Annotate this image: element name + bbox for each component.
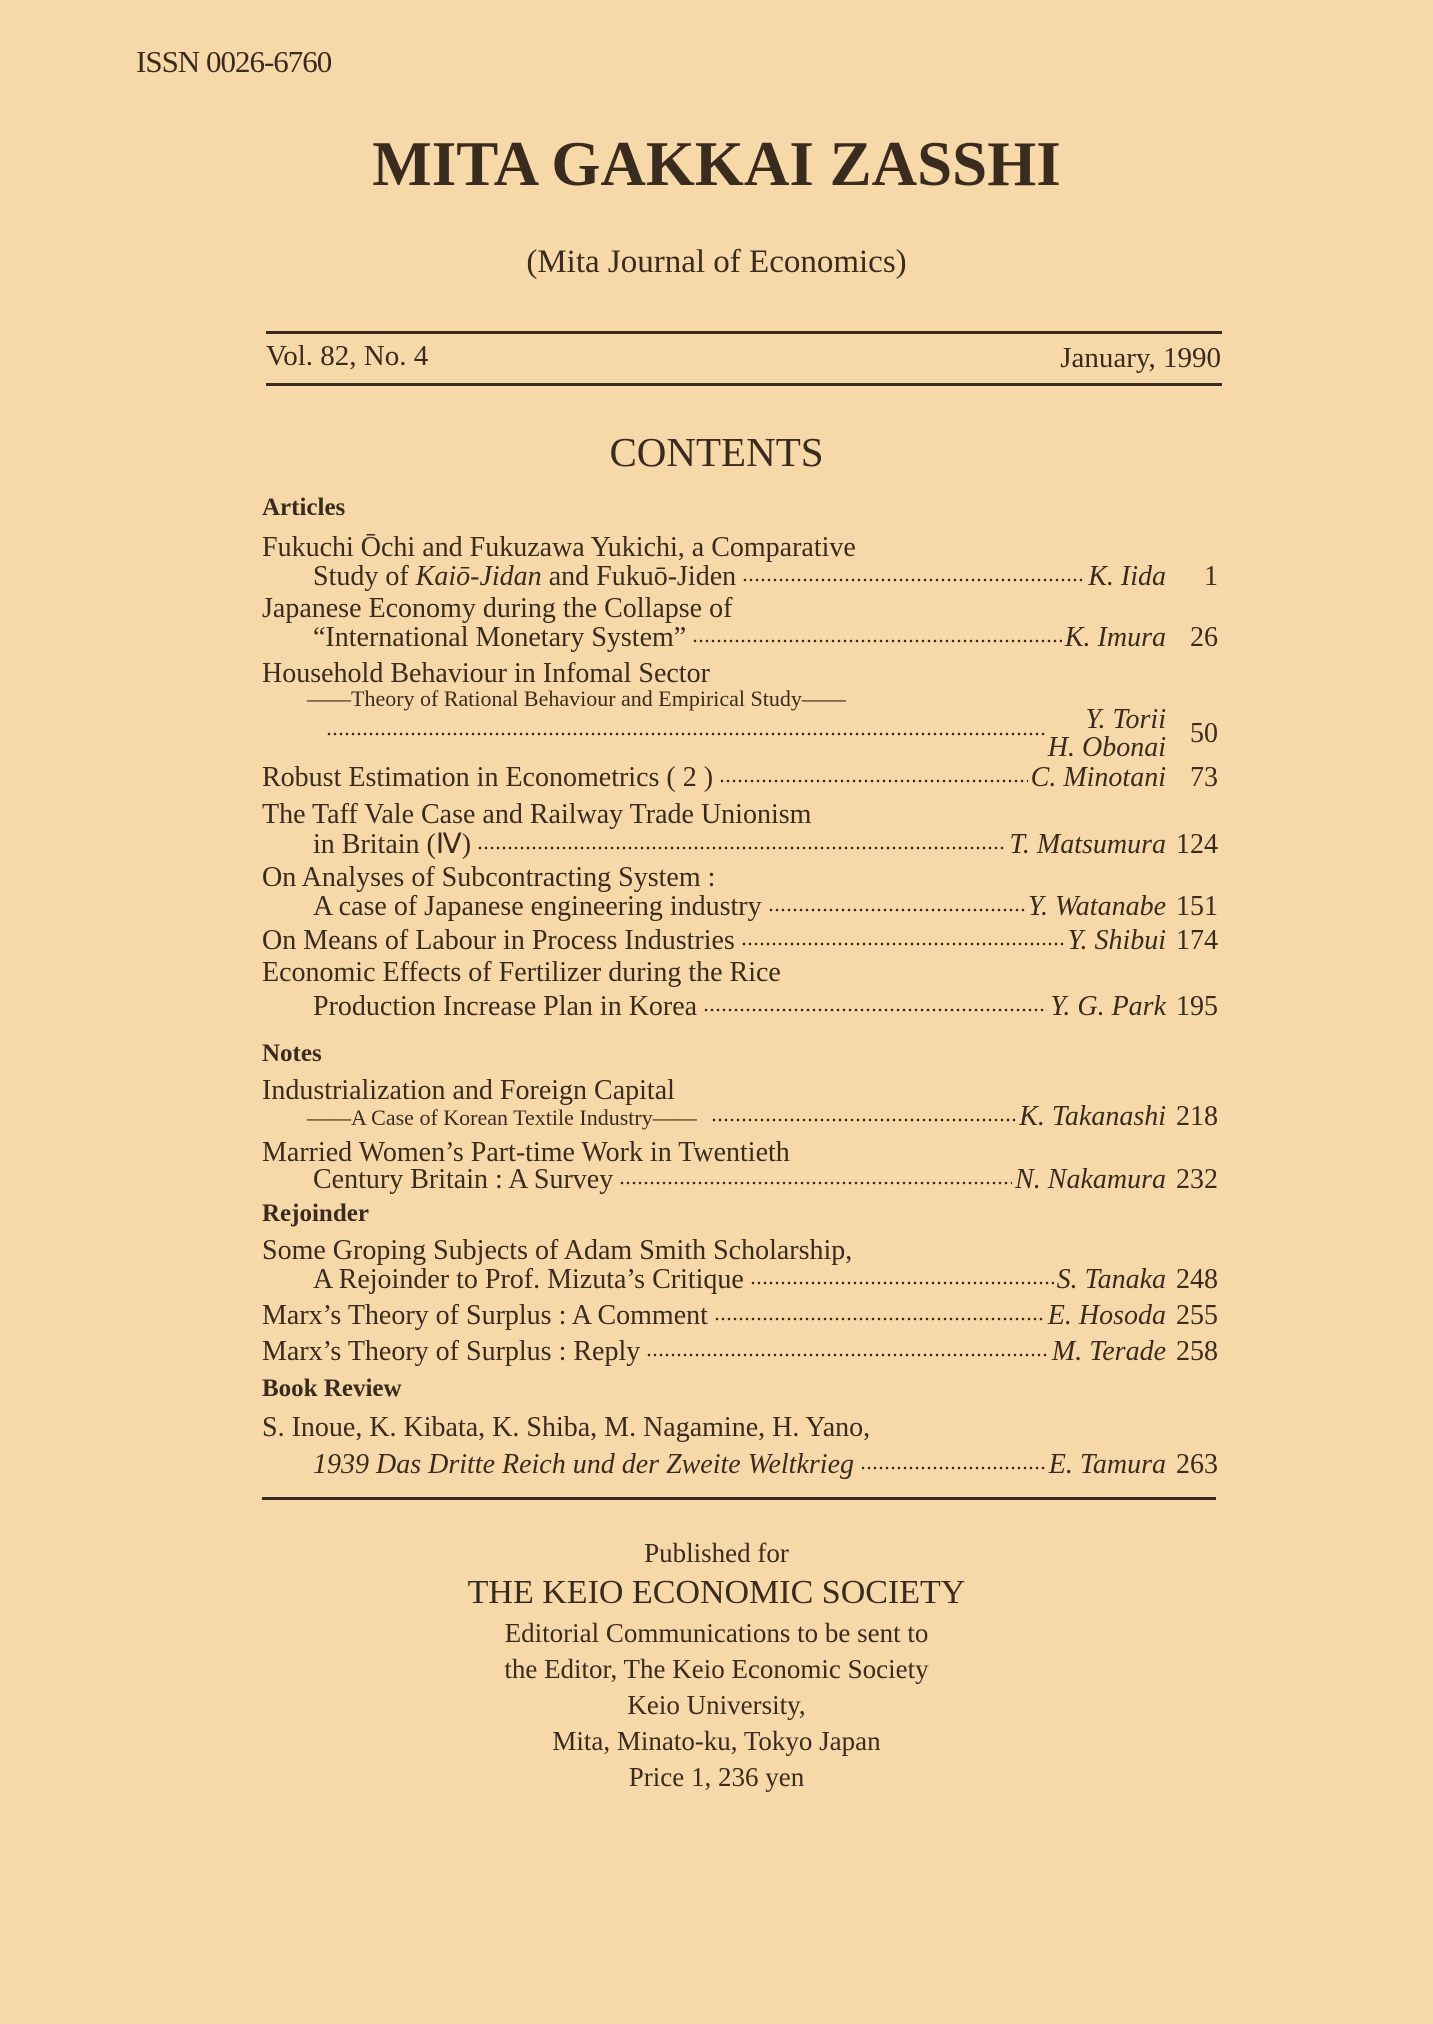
toc-page: 263: [1176, 1449, 1218, 1480]
toc-entry[interactable]: [313, 891, 1218, 923]
issue-date: January, 1990: [1060, 342, 1221, 374]
toc-entry[interactable]: [326, 706, 1218, 762]
journal-title: MITA GAKKAI ZASSHI: [372, 129, 1061, 199]
toc-entry[interactable]: [313, 561, 1218, 593]
toc-title-line: Married Women’s Part-time Work in Twentieth: [262, 1137, 790, 1168]
toc-title-line: Marx’s Theory of Surplus : Reply: [262, 1336, 641, 1367]
society-name: THE KEIO ECONOMIC SOCIETY: [467, 1574, 966, 1611]
dot-leader: [477, 843, 1006, 853]
section-book-review: Book Review: [262, 1375, 402, 1402]
dot-leader: [768, 905, 1025, 915]
contents-heading: CONTENTS: [609, 429, 824, 475]
toc-entry[interactable]: [313, 829, 1218, 861]
toc-title-line: 1939 Das Dritte Reich und der Zweite Weltkrieg: [313, 1449, 854, 1480]
toc-page: 151: [1176, 891, 1218, 922]
toc-entry[interactable]: [313, 1264, 1218, 1296]
contents-bottom-rule: [262, 1497, 1216, 1500]
toc-author: K. Imura: [1064, 622, 1166, 653]
toc-title-line: Economic Effects of Fertilizer during the Rice: [262, 957, 781, 988]
toc-author: S. Tanaka: [1056, 1264, 1166, 1295]
toc-entry[interactable]: [313, 622, 1218, 654]
toc-entry[interactable]: [313, 1449, 1218, 1481]
address-line: the Editor, The Keio Economic Society: [504, 1654, 929, 1684]
publisher-block: [0, 1535, 1433, 1795]
toc-title-line: Industrialization and Foreign Capital: [262, 1075, 675, 1106]
toc-page: 1: [1204, 561, 1218, 592]
dot-leader: [703, 1005, 1047, 1015]
dot-leader: [711, 1115, 1017, 1125]
top-rule: [266, 331, 1222, 334]
toc-title-line: Study of Kaiō-Jidan and Fukuō-Jiden: [313, 561, 737, 592]
toc-title-line: Household Behaviour in Infomal Sector: [262, 658, 710, 689]
address-line: Keio University,: [627, 1690, 806, 1720]
journal-subtitle: (Mita Journal of Economics): [526, 244, 907, 280]
toc-entry[interactable]: [307, 1101, 1218, 1134]
toc-page: 50: [1190, 718, 1218, 749]
toc-author: H. Obonai: [1047, 732, 1166, 763]
address-line: Mita, Minato-ku, Tokyo Japan: [552, 1726, 881, 1756]
section-rejoinder: Rejoinder: [262, 1200, 369, 1227]
dot-leader: [750, 1278, 1054, 1288]
toc-entry[interactable]: [313, 1164, 1218, 1196]
dot-leader: [742, 575, 1085, 585]
toc-author: E. Hosoda: [1047, 1300, 1166, 1331]
toc-title-line: The Taff Vale Case and Railway Trade Unionism: [262, 799, 812, 830]
toc-title-line: A Rejoinder to Prof. Mizuta’s Critique: [313, 1264, 744, 1295]
dot-leader: [741, 939, 1065, 949]
section-notes: Notes: [262, 1040, 322, 1067]
toc-title-line: On Means of Labour in Process Industries: [262, 925, 735, 956]
toc-page: 26: [1190, 622, 1218, 653]
toc-subtitle-line: ——A Case of Korean Textile Industry——: [307, 1105, 697, 1130]
toc-page: 174: [1176, 925, 1218, 956]
toc-page: 258: [1176, 1336, 1218, 1367]
toc-entry[interactable]: [262, 1300, 1218, 1332]
toc-author: Y. G. Park: [1050, 991, 1166, 1022]
volume-number: Vol. 82, No. 4: [266, 340, 429, 372]
dot-leader: [860, 1463, 1046, 1473]
toc-title-line: On Analyses of Subcontracting System :: [262, 862, 716, 893]
toc-title-line: Japanese Economy during the Collapse of: [262, 593, 733, 624]
toc-title-line: Some Groping Subjects of Adam Smith Scholarship,: [262, 1235, 853, 1266]
toc-page: 248: [1176, 1264, 1218, 1295]
toc-author: Y. Watanabe: [1028, 891, 1166, 922]
price: Price 1, 236 yen: [628, 1762, 805, 1792]
toc-entry[interactable]: [313, 991, 1218, 1023]
dot-leader: [646, 1350, 1049, 1360]
toc-entry[interactable]: [262, 762, 1218, 794]
toc-subtitle-line: ——Theory of Rational Behaviour and Empirical Study——: [307, 686, 846, 711]
dot-leader: [719, 776, 1028, 786]
toc-author: C. Minotani: [1030, 762, 1166, 793]
toc-entry[interactable]: [262, 1336, 1218, 1368]
toc-title-line: Century Britain : A Survey: [313, 1164, 614, 1195]
toc-authors: [1048, 706, 1166, 762]
toc-page: 124: [1176, 829, 1218, 860]
address-line: Editorial Communications to be sent to: [504, 1618, 929, 1648]
toc-title-line: S. Inoue, K. Kibata, K. Shiba, M. Nagamine, H. Yano,: [262, 1412, 871, 1443]
dot-leader: [714, 1314, 1045, 1324]
issn: ISSN 0026-6760: [136, 44, 332, 79]
toc-page: 73: [1190, 762, 1218, 793]
published-for: Published for: [644, 1538, 789, 1568]
dot-leader: [326, 729, 1045, 739]
toc-author: Y. Shibui: [1067, 925, 1166, 956]
toc-entry[interactable]: [262, 925, 1218, 957]
toc-title-line: Marx’s Theory of Surplus : A Comment: [262, 1300, 708, 1331]
toc-author: K. Takanashi: [1019, 1101, 1166, 1132]
toc-title-line: Robust Estimation in Econometrics ( 2 ): [262, 762, 714, 793]
toc-author: T. Matsumura: [1009, 829, 1166, 860]
toc-title-line: A case of Japanese engineering industry: [313, 891, 762, 922]
toc-title-line: “International Monetary System”: [313, 622, 687, 653]
toc-author: M. Terade: [1051, 1336, 1166, 1367]
toc-page: 255: [1176, 1300, 1218, 1331]
dot-leader: [619, 1178, 1012, 1188]
section-articles: Articles: [262, 494, 346, 521]
dot-leader: [692, 636, 1062, 646]
toc-author: N. Nakamura: [1015, 1164, 1166, 1195]
toc-page: 195: [1176, 991, 1218, 1022]
toc-title-line: Production Increase Plan in Korea: [313, 991, 698, 1022]
toc-author: Y. Torii: [1085, 704, 1166, 735]
toc-title-line: Fukuchi Ōchi and Fukuzawa Yukichi, a Comparative: [262, 532, 856, 563]
toc-title-line: in Britain (Ⅳ): [313, 829, 472, 860]
toc-author: K. Iida: [1088, 561, 1166, 592]
toc-page: 218: [1176, 1101, 1218, 1132]
toc-author: E. Tamura: [1048, 1449, 1166, 1480]
header-bottom-rule: [266, 383, 1222, 386]
toc-page: 232: [1176, 1164, 1218, 1195]
